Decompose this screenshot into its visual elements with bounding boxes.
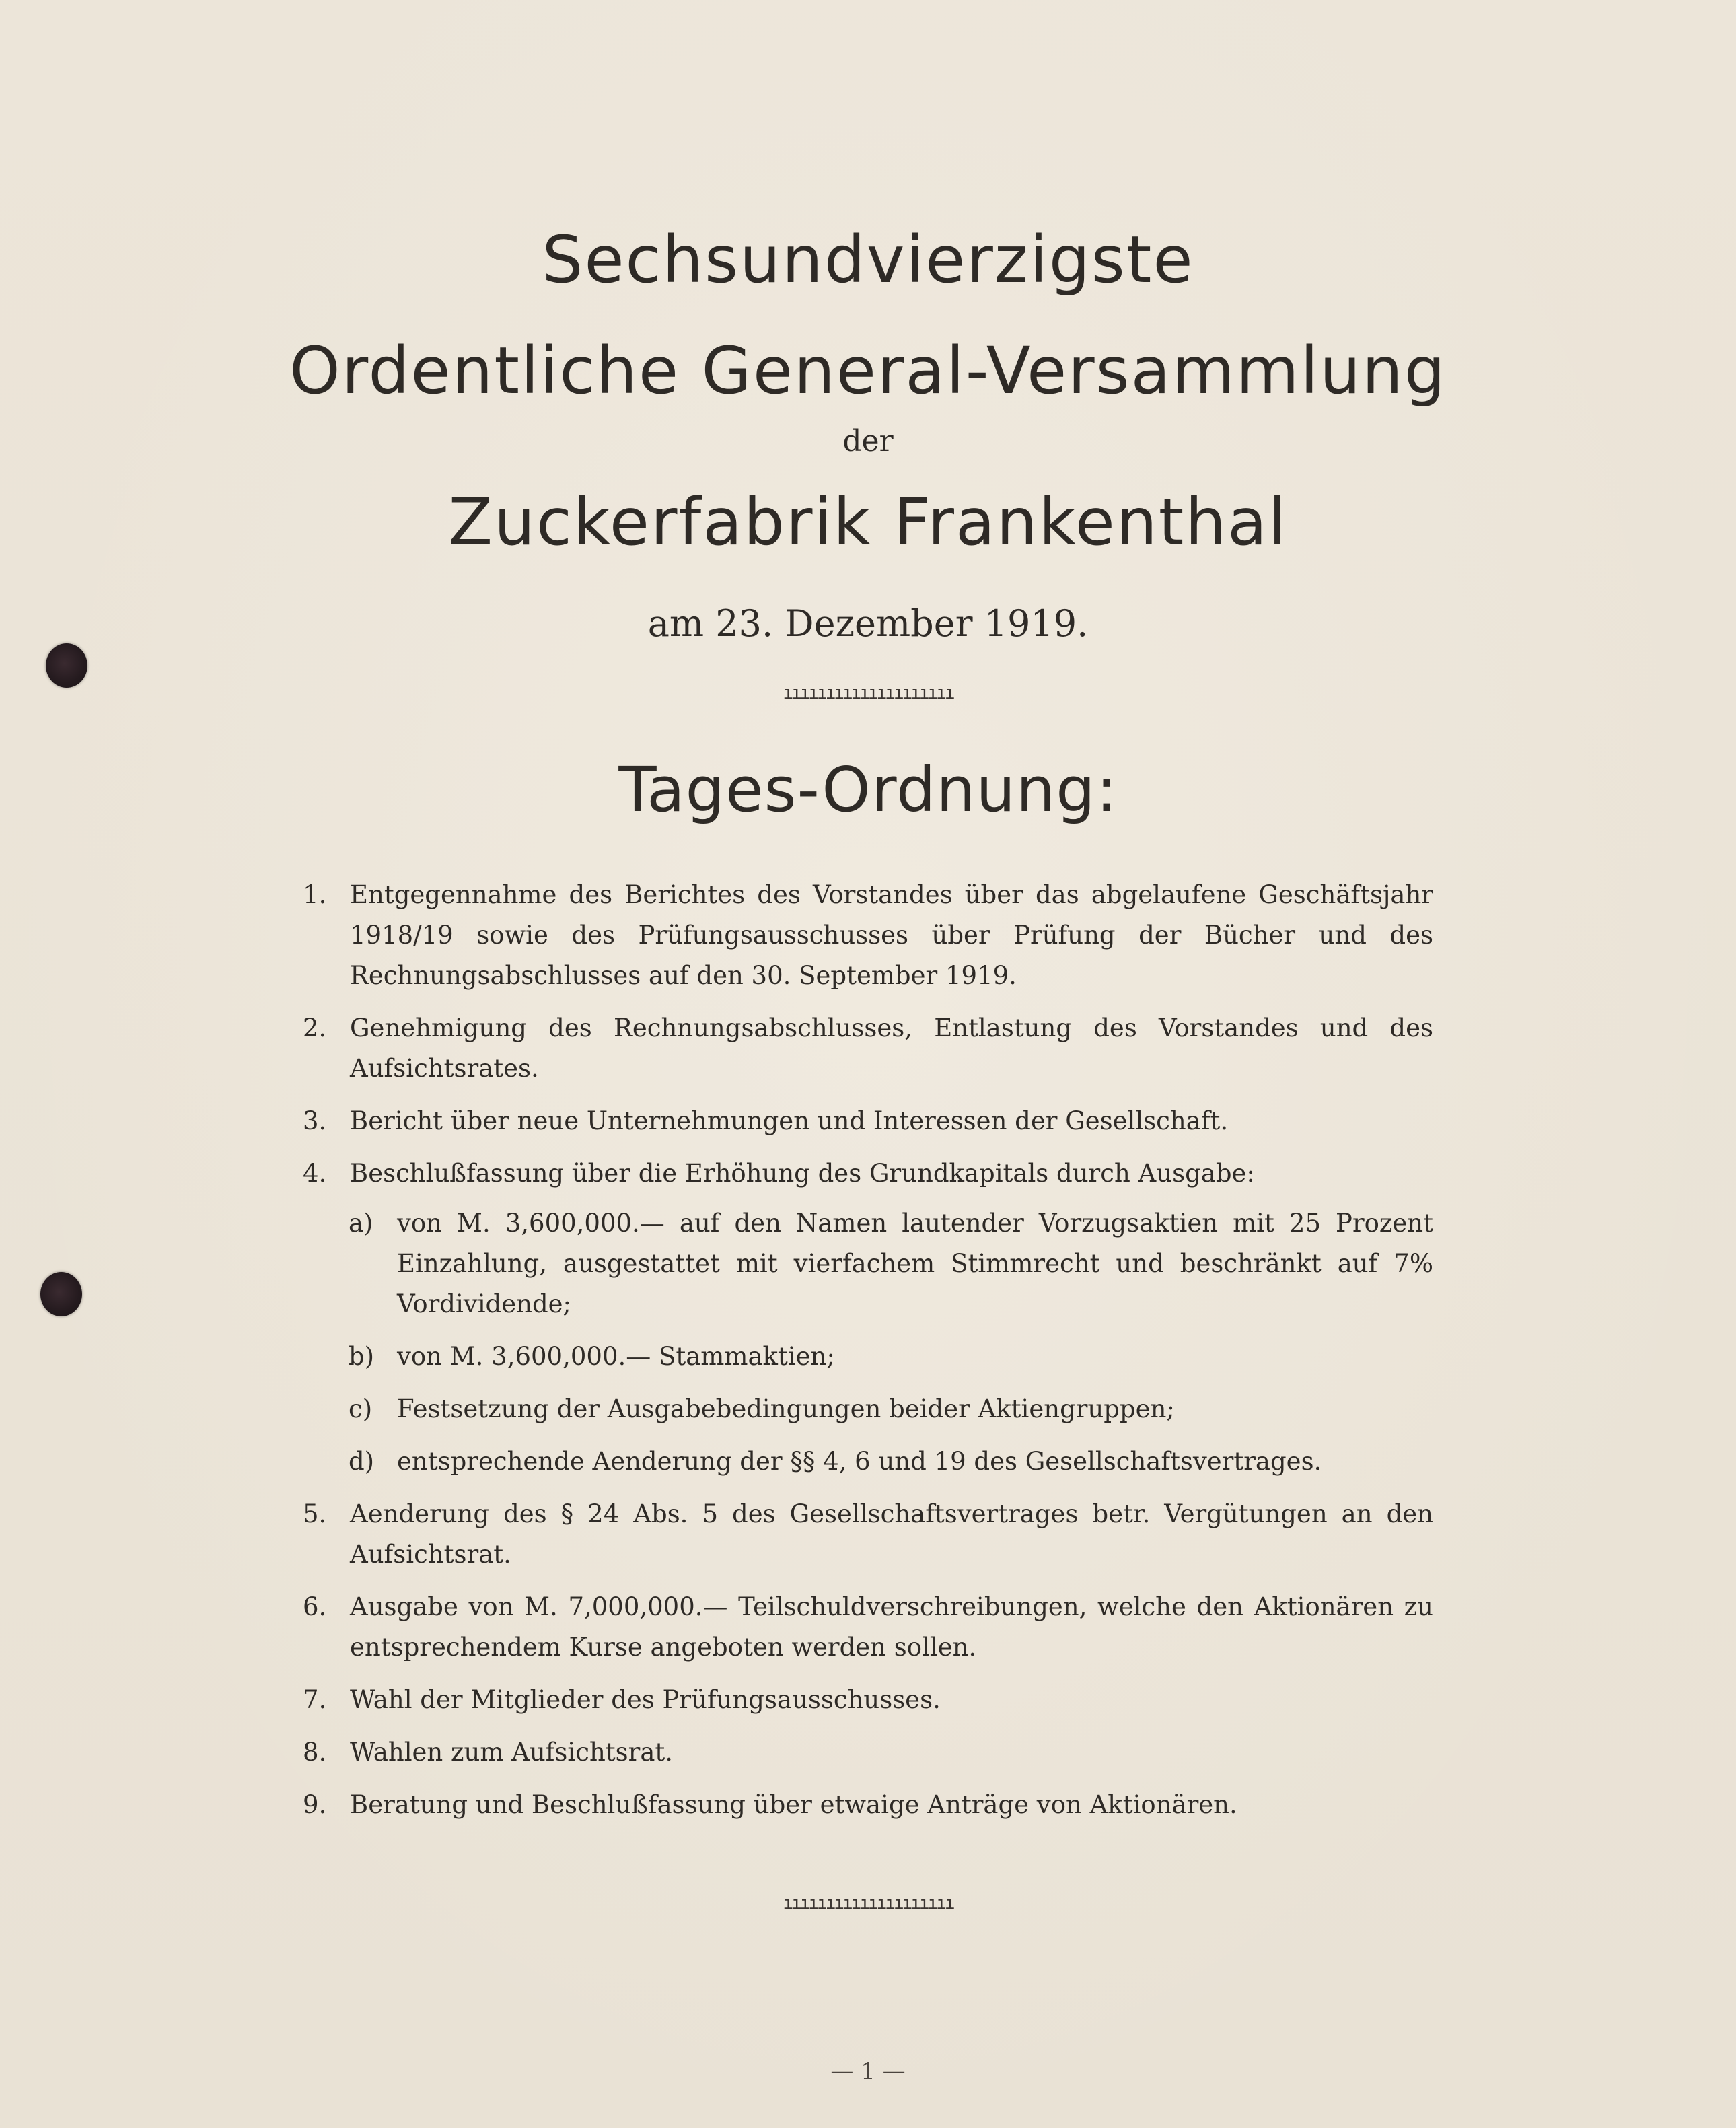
agenda-list <box>303 875 1433 1837</box>
sub-item-text: von M. 3,600,000.— auf den Namen lautender Vorzugsaktien mit 25 Prozent Einzahlung, ausgestattet mit vierfachem Stimmrecht und beschränkt auf 7% Vordividende; <box>397 1209 1433 1318</box>
sub-item <box>303 1389 1433 1429</box>
item-number: 9. <box>303 1790 327 1819</box>
item-number: 7. <box>303 1685 327 1714</box>
agenda-item <box>303 1587 1433 1668</box>
agenda-item <box>303 1732 1433 1773</box>
page-number: — 1 — <box>830 2058 906 2085</box>
item-number: 4. <box>303 1159 327 1188</box>
agenda-heading: Tages-Ordnung: <box>618 754 1118 826</box>
agenda-item <box>303 1101 1433 1141</box>
item-number: 6. <box>303 1592 327 1621</box>
divider-ornament: ıııııııııııııııııııı <box>783 1893 953 1913</box>
sub-item-text: von M. 3,600,000.— Stammaktien; <box>397 1342 835 1371</box>
item-number: 5. <box>303 1499 327 1528</box>
sub-item <box>303 1337 1433 1377</box>
agenda-item <box>303 1008 1433 1089</box>
item-text: Beschlußfassung über die Erhöhung des Grundkapitals durch Ausgabe: <box>350 1159 1255 1188</box>
item-number: 1. <box>303 880 327 909</box>
item-number: 8. <box>303 1738 327 1767</box>
agenda-item <box>303 875 1433 996</box>
sub-item-letter: d) <box>349 1447 375 1476</box>
title-assembly: Ordentliche General-Versammlung <box>289 333 1447 409</box>
item-text: Genehmigung des Rechnungsabschlusses, Entlastung des Vorstandes und des Aufsichtsrates. <box>350 1014 1433 1083</box>
title-ordinal: Sechsundvierzigste <box>542 222 1194 297</box>
item-text: Bericht über neue Unternehmungen und Interessen der Gesellschaft. <box>350 1106 1229 1135</box>
punch-hole <box>40 1272 82 1316</box>
sub-item-letter: b) <box>349 1342 375 1371</box>
divider-ornament: ıııııııııııııııııııı <box>783 683 953 703</box>
agenda-item <box>303 1680 1433 1720</box>
item-text: Aenderung des § 24 Abs. 5 des Gesellschaftsvertrages betr. Vergütungen an den Aufsichtsrat. <box>350 1499 1433 1569</box>
title-der: der <box>842 424 894 458</box>
punch-hole <box>46 643 87 688</box>
item-text: Beratung und Beschlußfassung über etwaige Anträge von Aktionären. <box>350 1790 1237 1819</box>
company-name: Zuckerfabrik Frankenthal <box>448 485 1288 560</box>
item-number: 3. <box>303 1106 327 1135</box>
item-text: Wahl der Mitglieder des Prüfungsausschusses. <box>350 1685 941 1714</box>
item-text: Wahlen zum Aufsichtsrat. <box>350 1738 674 1767</box>
sub-item-letter: c) <box>349 1394 373 1423</box>
agenda-item <box>303 1785 1433 1825</box>
agenda-item <box>303 1154 1433 1482</box>
item-text: Ausgabe von M. 7,000,000.— Teilschuldverschreibungen, welche den Aktionären zu entsprechendem Kurse angeboten werden sollen. <box>350 1592 1433 1662</box>
item-number: 2. <box>303 1014 327 1042</box>
sub-item <box>303 1203 1433 1324</box>
sub-item-letter: a) <box>349 1209 373 1238</box>
sub-item-text: entsprechende Aenderung der §§ 4, 6 und 19 des Gesellschaftsvertrages. <box>397 1447 1322 1476</box>
sub-item-text: Festsetzung der Ausgabebedingungen beider Aktiengruppen; <box>397 1394 1175 1423</box>
item-text: Entgegennahme des Berichtes des Vorstandes über das abgelaufene Geschäftsjahr 1918/19 sowie des Prüfungsausschusses über Prüfung der Bücher und des Rechnungsabschlusses auf den 30. September 1919. <box>350 880 1433 990</box>
agenda-item <box>303 1494 1433 1575</box>
meeting-date: am 23. Dezember 1919. <box>647 602 1089 645</box>
sub-item-list <box>350 1203 1433 1482</box>
sub-item <box>303 1442 1433 1482</box>
